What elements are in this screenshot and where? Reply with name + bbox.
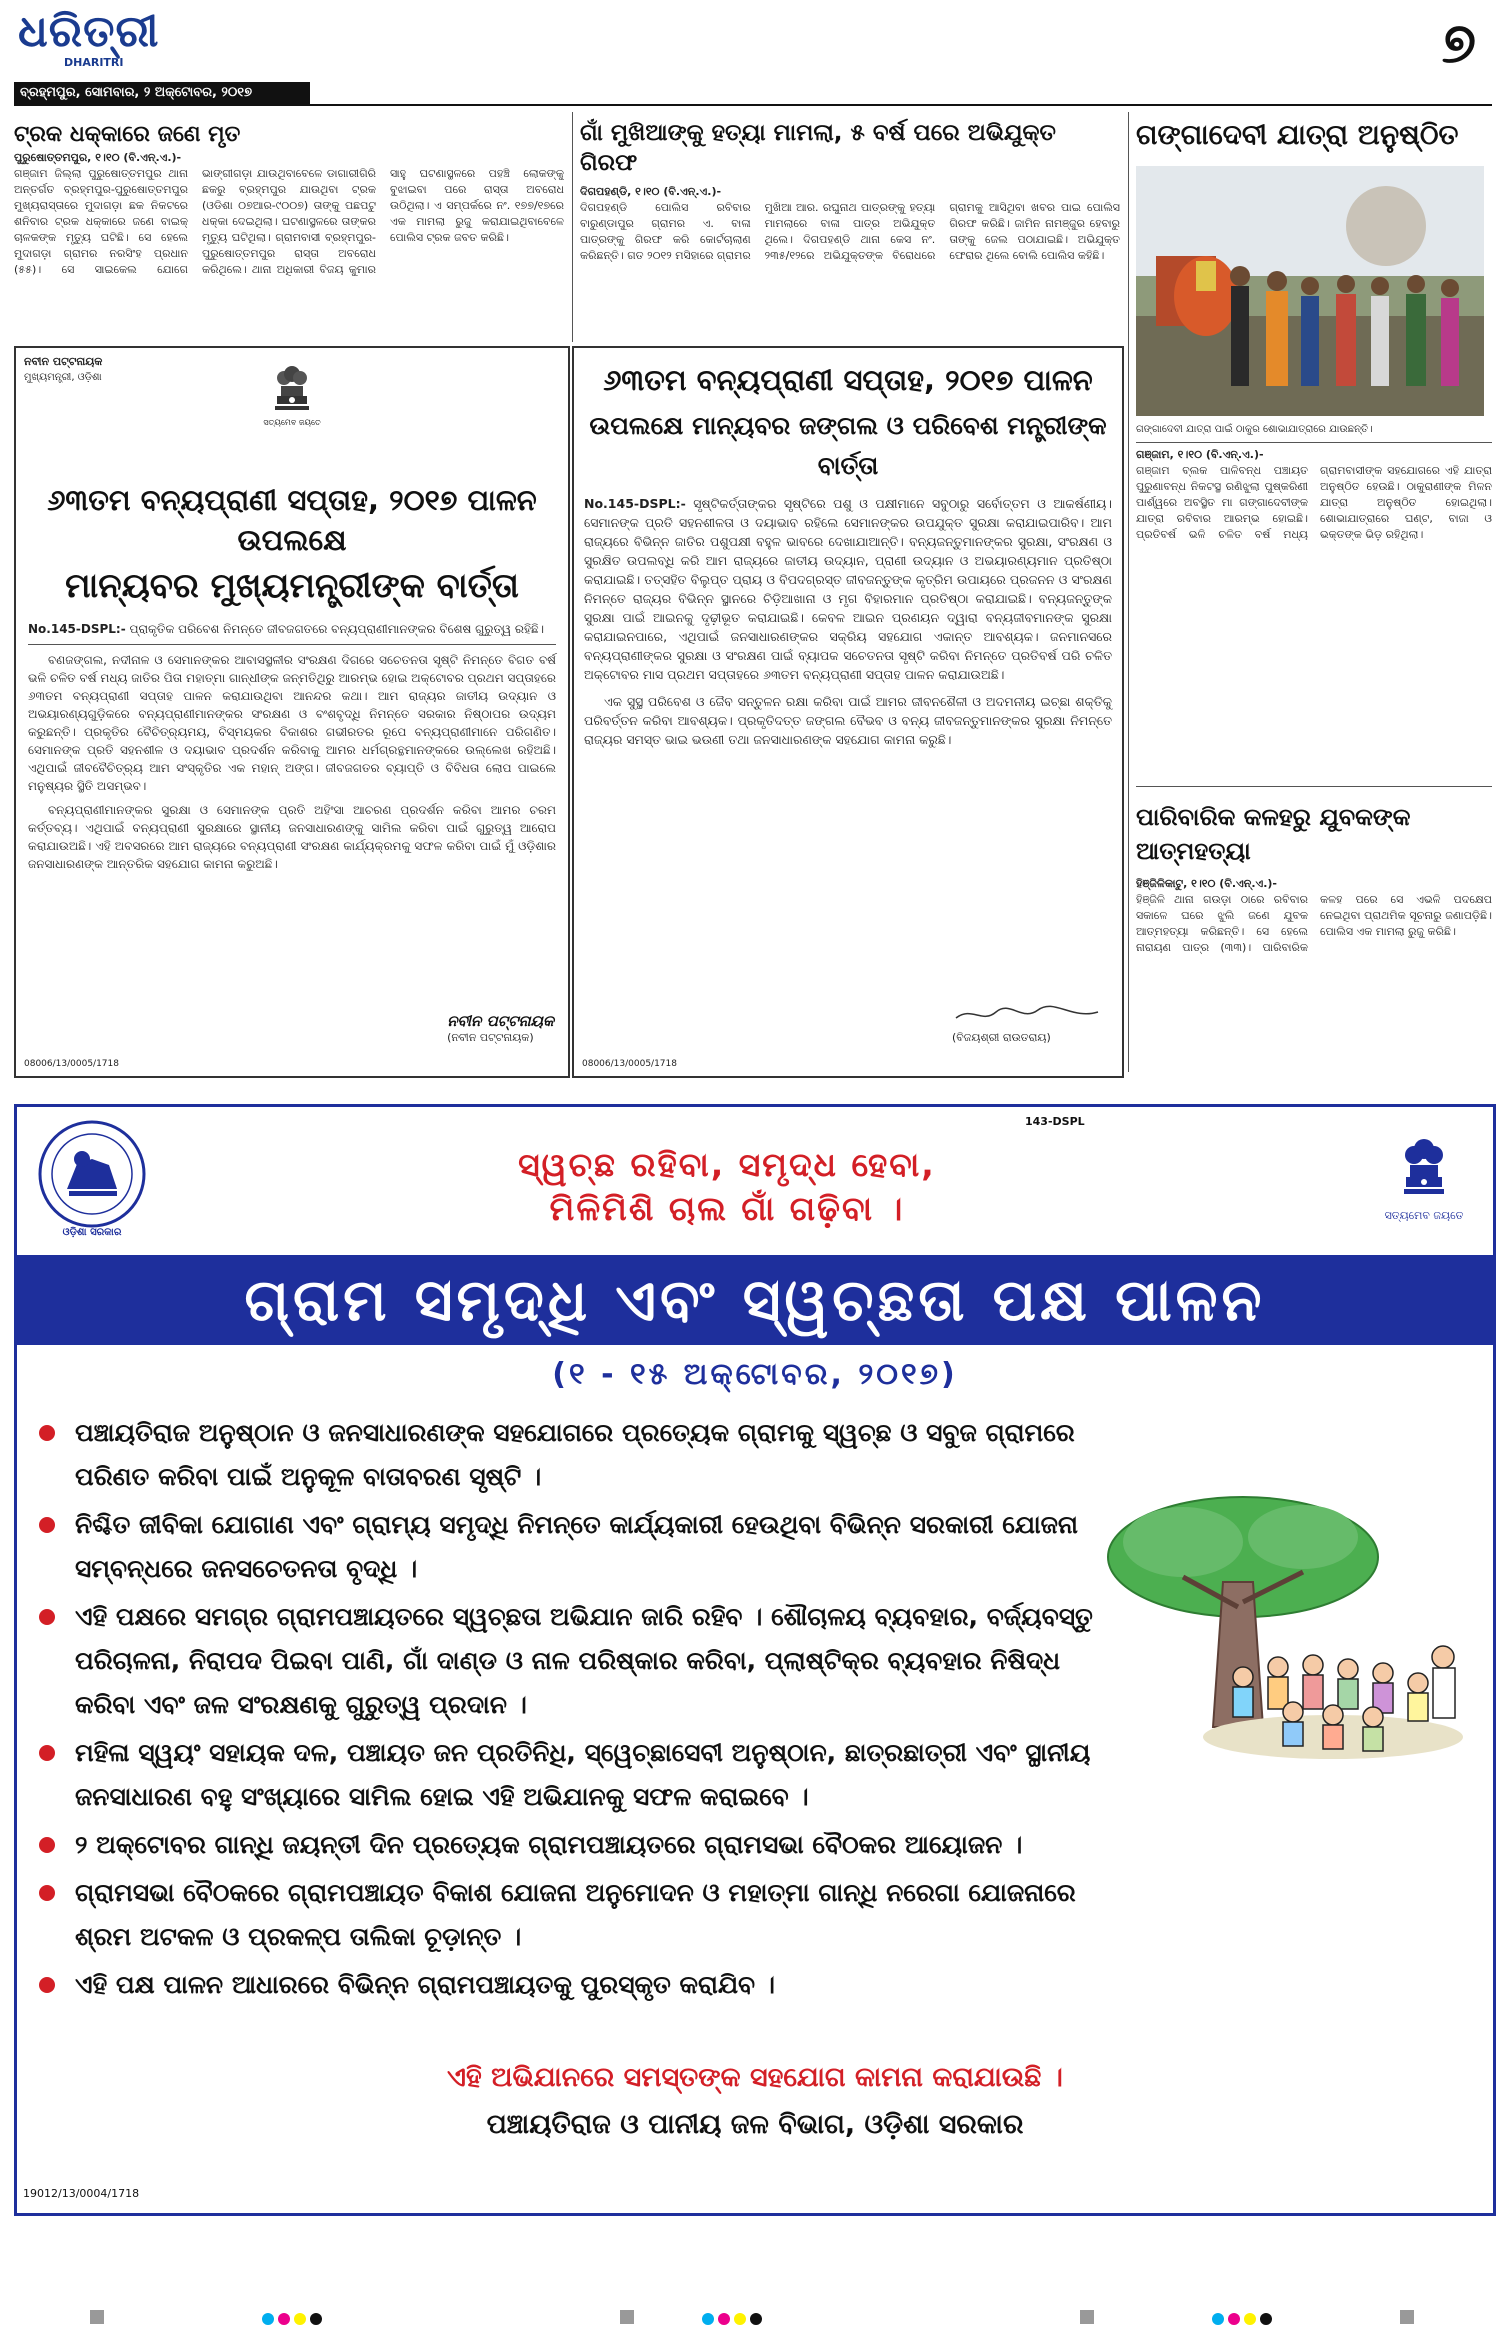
- story-headline: ପାରିବାରିକ କଳହରୁ ଯୁବକଙ୍କ ଆତ୍ମହତ୍ୟା: [1136, 803, 1411, 865]
- dateline: ବ୍ରହ୍ମପୁର, ସୋମବାର, ୨ ଅକ୍ଟୋବର, ୨୦୧୭: [14, 82, 310, 104]
- odisha-govt-logo: [37, 1119, 147, 1238]
- story-youth-suicide: [1136, 800, 1492, 1070]
- emblem-motto: ସତ୍ୟମେବ ଜୟତେ: [263, 418, 321, 427]
- bullet-item: ପଞ୍ଚାୟତିରାଜ ଅନୁଷ୍ଠାନ ଓ ଜନସାଧାରଣଙ୍କ ସହଯୋଗରେ ପ୍ରତ୍ୟେକ ଗ୍ରାମକୁ ସ୍ୱଚ୍ଛ ଓ ସବୁଜ ଗ୍ରାମରେ ପରିଣତ କରିବା ପାଇଁ ଅନୁକୂଳ ବାତାବରଣ ସୃଷ୍ଟି ।: [31, 1411, 1101, 1499]
- minister-para-1: No.145-DSPL:- ସୃଷ୍ଟିକର୍ତ୍ତାଙ୍କର ସୃଷ୍ଟିରେ ପଶୁ ଓ ପକ୍ଷୀମାନେ ସବୁଠାରୁ ସର୍ବୋତ୍ତମ ଓ ଆକର୍ଷଣୀୟ। ସେମାନଙ୍କ ପ୍ରତି ସହନଶୀଳତା ଓ ଦୟାଭାବ ରହିଲେ ସେମାନଙ୍କର ଉପଯୁକ୍ତ ସୁରକ୍ଷା କରାଯାଇପାରିବ। ଆମ ରାଜ୍ୟରେ ବିଭିନ୍ନ ଜାତିର ପଶୁପକ୍ଷୀ ବହୁଳ ଭାବରେ ଦେଖାଯାଆନ୍ତି। ବନ୍ୟଜନ୍ତୁମାନଙ୍କର ସୁରକ୍ଷା, ସଂରକ୍ଷଣ ଓ ସୁରକ୍ଷିତ ଉପଲବ୍ଧି କରି ଆମ ରାଜ୍ୟରେ ଜାତୀୟ ଉଦ୍ୟାନ, ପ୍ରାଣୀ ଉଦ୍ୟାନ ଓ ଅଭୟାରଣ୍ୟମାନ ପ୍ରତିଷ୍ଠା କରାଯାଇଛି। ତତ୍ସହିତ ବିଲୁପ୍ତ ପ୍ରାୟ ଓ ବିପଦଗ୍ରସ୍ତ ଜୀବଜନ୍ତୁଙ୍କ କୃତ୍ରିମ ଉପାୟରେ ପ୍ରଜନନ ଓ ସଂରକ୍ଷଣ ନିମନ୍ତେ ରାଜ୍ୟର ବିଭିନ୍ନ ସ୍ଥାନରେ ଚିଡ଼ିଆଖାନା ଓ ମୃଗ ବିହାରମାନ ପ୍ରତିଷ୍ଠା କରାଯାଇଛି। ବନ୍ୟଜନ୍ତୁଙ୍କ ସୁରକ୍ଷା ପାଇଁ ଆଇନକୁ ଦୃଢ଼ୀଭୂତ କରାଯାଇଛି। କେବଳ ଆଇନ ପ୍ରଣୟନ ଦ୍ୱାରା ବନ୍ୟଜୀବମାନଙ୍କ ସୁରକ୍ଷା କରାଯାଇନପାରେ, ଏଥିପାଇଁ ଜନସାଧାରଣଙ୍କର ସକ୍ରିୟ ସହଯୋଗ ଏକାନ୍ତ ଆବଶ୍ୟକ। ଜନମାନସରେ ବନ୍ୟପ୍ରାଣୀଙ୍କର ସୁରକ୍ଷା ଓ ସଂରକ୍ଷଣ ପାଇଁ ବ୍ୟାପକ ସଚେତନତା ସୃଷ୍ଟି କରିବା ନିମନ୍ତେ ପ୍ରତିବର୍ଷ ପରି ଚଳିତ ଅକ୍ଟୋବର ମାସ ପ୍ରଥମ ସପ୍ତାହରେ ୬୩ତମ ବନ୍ୟପ୍ରାଣୀ ସପ୍ତାହ ପାଳନ କରାଯାଉଅଛି।: [584, 496, 1112, 682]
- banner-headline-bar: [17, 1255, 1493, 1345]
- story-body: ଗଞ୍ଜାମ ବ୍ଲକ ପାଳିବନ୍ଧ ପଞ୍ଚାୟତ ପୁରୁଣାବନ୍ଧ ନିକଟସ୍ଥ ରଣିଝୁଲା ପୁଷ୍କରିଣୀ ପାର୍ଶ୍ୱରେ ଅବସ୍ଥିତ ମା ଗଙ୍ଗାଦେବୀଙ୍କ ଯାତ୍ରା ରବିବାର ଆରମ୍ଭ ହୋଇଛି। ପ୍ରତିବର୍ଷ ଭଳି ଚଳିତ ବର୍ଷ ମଧ୍ୟ ଗ୍ରାମବାସୀଙ୍କ ସହଯୋଗରେ ଏହି ଯାତ୍ରା ଅନୁଷ୍ଠିତ ହେଉଛି। ଠାକୁରାଣୀଙ୍କ ମିଳନ ଯାତ୍ରା ଅନୁଷ୍ଠିତ ହୋଇଥିଲା। ଶୋଭାଯାତ୍ରାରେ ଘଣ୍ଟ, ବାଜା ଓ ଭକ୍ତଙ୍କ ଭିଡ଼ ରହିଥିଲା।: [1136, 464, 1492, 541]
- column-rule: [572, 112, 573, 342]
- story-body: ଦିଗପହଣ୍ଡି ପୋଲିସ ରବିବାର ବାରୁଣ୍ଡାପୁର ଗ୍ରାମର ଏ. ବାଳା ପାତ୍ରଙ୍କୁ ଗିରଫ କରି କୋର୍ଟଚାଲାଣ କରିଛନ୍ତି। ଗତ ୨୦୧୨ ମସିହାରେ ଗ୍ରାମର ମୁଖିଆ ଆର. ରଘୁନାଥ ପାତ୍ରଙ୍କୁ ହତ୍ୟା ମାମଲାରେ ବାଳା ପାତ୍ର ଅଭିଯୁକ୍ତ ଥିଲେ। ଦିଗପହଣ୍ଡି ଥାନା କେସ ନଂ. ୨୩୫/୧୨ରେ ଅଭିଯୁକ୍ତଙ୍କ ବିରୋଧରେ ଗ୍ରାମକୁ ଆସିଥିବା ଖବର ପାଇ ପୋଲିସ ଗିରଫ କରିଛି। ଜାମିନ ନାମଞ୍ଜୁର ହେବାରୁ ତାଙ୍କୁ ଜେଲ ପଠାଯାଇଛି। ଅଭିଯୁକ୍ତ ଫେରାର ଥିଲେ ବୋଲି ପୋଲିସ କହିଛି।: [580, 201, 1120, 262]
- banner-closing: ଏହି ଅଭିଯାନରେ ସମସ୍ତଙ୍କ ସହଯୋଗ କାମନା କରାଯାଉଛି ।: [447, 2062, 1063, 2093]
- cm-para-2: ବଣଜଙ୍ଗଲ, ନଦୀନାଳ ଓ ସେମାନଙ୍କର ଆବାସସ୍ଥଳୀର ସଂରକ୍ଷଣ ଦିଗରେ ସଚେତନତା ସୃଷ୍ଟି ନିମନ୍ତେ ବିଗତ ବର୍ଷ ଭଳି ଚଳିତ ବର୍ଷ ମଧ୍ୟ ଜାତିର ପିତା ମହାତ୍ମା ଗାନ୍ଧୀଙ୍କ ଜନ୍ମତିଥିରୁ ଆରମ୍ଭ ହୋଇ ଅକ୍ଟୋବର ପ୍ରଥମ ସପ୍ତାହରେ ୬୩ତମ ବନ୍ୟପ୍ରାଣୀ ସପ୍ତାହ ପାଳନ କରାଯାଉଥିବା ଆନନ୍ଦର କଥା। ଆମ ରାଜ୍ୟର ଜାତୀୟ ଉଦ୍ୟାନ ଓ ଅଭୟାରଣ୍ୟଗୁଡ଼ିକରେ ବନ୍ୟପ୍ରାଣୀମାନଙ୍କର ସଂରକ୍ଷଣ ଓ ବଂଶବୃଦ୍ଧି ନିମନ୍ତେ ସରକାର ନିଷ୍ଠାପର ଉଦ୍ୟମ କରୁଛନ୍ତି। ପ୍ରକୃତିର ବୈଚିତ୍ର୍ୟମୟ, ବିସ୍ମୟକର ବିକାଶର ଗଭୀରତର ରୂପେ ବନ୍ୟପ୍ରାଣୀମାନେ ପରିଗଣିତ। ସେମାନଙ୍କ ପ୍ରତି ସହନଶୀଳ ଓ ଦୟାଭାବ ପ୍ରଦର୍ଶନ କରିବାକୁ ଆମର ଧର୍ମଗ୍ରନ୍ଥମାନଙ୍କରେ ଉଲ୍ଲେଖ ରହିଅଛି। ଏଥିପାଇଁ ଜୀବବୈଚିତ୍ର୍ୟ ଆମ ସଂସ୍କୃତିର ଏକ ମହାନ୍ ଅଙ୍ଗ। ଜୀବଜଗତର ବ୍ୟାପ୍ତି ଓ ବିବିଧତା ଲୋପ ପାଇଲେ ମନୁଷ୍ୟର ସ୍ଥିତି ଅସମ୍ଭବ।: [28, 653, 556, 793]
- registration-mark: [620, 2310, 634, 2324]
- minister-message-advertisement: [572, 346, 1124, 1078]
- minister-ad-title: ୬୩ତମ ବନ୍ୟପ୍ରାଣୀ ସପ୍ତାହ, ୨୦୧୭ ପାଳନ: [603, 363, 1093, 397]
- festival-photo-illustration: [1136, 166, 1484, 416]
- minister-ad-code: 08006/13/0005/1718: [582, 1059, 677, 1069]
- cm-signature-name: (ନବୀନ ପଟ୍ଟନାୟକ): [447, 1031, 534, 1044]
- banner-national-emblem: [1379, 1125, 1469, 1223]
- minister-signature-block: [952, 1002, 1102, 1046]
- story-dateline: ଗଞ୍ଜାମ, ୧।୧୦ (ବି.ଏନ୍.ଏ.)-: [1136, 448, 1264, 461]
- cm-designation: ମୁଖ୍ୟମନ୍ତ୍ରୀ, ଓଡ଼ିଶା: [24, 372, 102, 383]
- slogan-line-2: ମିଳିମିଶି ଚାଲ ଗାଁ ଗଢ଼ିବା ।: [549, 1189, 905, 1228]
- story-murder-arrest: [580, 118, 1120, 340]
- registration-mark: [90, 2310, 104, 2324]
- bullet-item: ଏହି ପକ୍ଷ ପାଳନ ଆଧାରରେ ବିଭିନ୍ନ ଗ୍ରାମପଞ୍ଚାୟତକୁ ପୁରସ୍କୃତ କରାଯିବ ।: [31, 1963, 1101, 2007]
- bullet-item: ଏହି ପକ୍ଷରେ ସମଗ୍ର ଗ୍ରାମପଞ୍ଚାୟତରେ ସ୍ୱଚ୍ଛତା ଅଭିଯାନ ଜାରି ରହିବ । ଶୌଚାଳୟ ବ୍ୟବହାର, ବର୍ଜ୍ୟବସ୍ତୁ ପରିଚାଳନା, ନିରାପଦ ପିଇବା ପାଣି, ଗାଁ ଦାଣ୍ଡ ଓ ନାଳ ପରିଷ୍କାର କରିବା, ପ୍ଲାଷ୍ଟିକ୍‌ର ବ୍ୟବହାର ନିଷିଦ୍ଧ କରିବା ଏବଂ ଜଳ ସଂରକ୍ଷଣକୁ ଗୁରୁତ୍ୱ ପ୍ରଦାନ ।: [31, 1595, 1101, 1727]
- banner-code-bottom: 19012/13/0004/1718: [23, 2187, 140, 2200]
- story-dateline: ଦିଗପହଣ୍ଡି, ୧।୧୦ (ବି.ଏନ୍.ଏ.)-: [580, 185, 722, 198]
- cm-ad-code: 08006/13/0005/1718: [24, 1059, 119, 1069]
- cm-name: ନବୀନ ପଟ୍ଟନାୟକ: [24, 355, 103, 368]
- story-body: ଗଞ୍ଜାମ ଜିଲ୍ଲା ପୁରୁଷୋତ୍ତମପୁର ଥାନା ଅନ୍ତର୍ଗତ ବ୍ରହ୍ମପୁର-ପୁରୁଷୋତ୍ତମପୁର ମୁଖ୍ୟରାସ୍ତାରେ ମୁଦାଗଡ଼ା ଛକ ନିକଟରେ ଶନିବାର ଟ୍ରକ ଧକ୍କାରେ ଜଣେ ବାଇକ୍ ଚାଳକଙ୍କ ମୃତ୍ୟୁ ଘଟିଛି। ସେ ହେଲେ ମୁଦାଗଡ଼ା ଗ୍ରାମର ନରସିଂହ ପ୍ରଧାନ (୫୫)। ସେ ସାଇକେଲ ଯୋଗେ ଭାଙ୍ଗୀଗଡ଼ା ଯାଉଥିବାବେଳେ ଡାଗାରୀଗିରି ଛକରୁ ବ୍ରହ୍ମପୁର ଯାଉଥିବା ଟ୍ରକ (ଓଡିଶା ୦୭ଆର-୯୦୦୭) ତାଙ୍କୁ ପଛପଟୁ ଧକ୍କା ଦେଇଥିଲା। ଘଟଣାସ୍ଥଳରେ ତାଙ୍କର ମୃତ୍ୟୁ ଘଟିଥିଲା। ଗ୍ରାମବାସୀ ବ୍ରହ୍ମପୁର-ପୁରୁଷୋତ୍ତମପୁର ରାସ୍ତା ଅବରୋଧ କରିଥିଲେ। ଥାନା ଅଧିକାରୀ ବିଜୟ କୁମାର ସାହୁ ଘଟଣାସ୍ଥଳରେ ପହଞ୍ଚି ଲୋକଙ୍କୁ ବୁଝାଇବା ପରେ ରାସ୍ତା ଅବରୋଧ ଉଠିଥିଲା। ଏ ସମ୍ପର୍କରେ ନଂ. ୧୭୭/୧୭ରେ ଏକ ମାମଲା ରୁଜୁ କରାଯାଇଥିବାବେଳେ ପୋଲିସ ଟ୍ରକ ଜବତ କରିଛି।: [14, 167, 564, 276]
- odisha-logo-text: ଓଡ଼ିଶା ସରକାର: [62, 1227, 122, 1238]
- story-headline: ଗାଁ ମୁଖିଆଙ୍କୁ ହତ୍ୟା ମାମଲା, ୫ ବର୍ଷ ପରେ ଅଭିଯୁକ୍ତ ଗିରଫ: [580, 120, 1056, 176]
- bullet-item: ନିଶ୍ଚିତ ଜୀବିକା ଯୋଗାଣ ଏବଂ ଗ୍ରାମ୍ୟ ସମୃଦ୍ଧି ନିମନ୍ତେ କାର୍ଯ୍ୟକାରୀ ହେଉଥିବା ବିଭିନ୍ନ ସରକାରୀ ଯୋଜନା ସମ୍ବନ୍ଧରେ ଜନସଚେତନତା ବୃଦ୍ଧି ।: [31, 1503, 1101, 1591]
- cm-signature-block: [447, 1012, 554, 1046]
- campaign-bullet-list: [31, 1411, 1101, 2011]
- registration-mark: [1400, 2310, 1414, 2324]
- odisha-lion-logo-icon: [37, 1119, 147, 1229]
- cm-signature: ନବୀନ ପଟ୍ଟନାୟକ: [447, 1012, 554, 1030]
- story-dateline: ପୁରୁଷୋତ୍ତମପୁର, ୧।୧୦ (ବି.ଏନ୍.ଏ.)-: [14, 151, 182, 164]
- color-dots: [1210, 2310, 1274, 2329]
- story-gangadevi-yatra: [1136, 118, 1492, 778]
- story-separator: [1136, 786, 1492, 787]
- divider: [28, 644, 556, 645]
- banner-dates: (୧ - ୧୫ ଅକ୍ଟୋବର, ୨୦୧୭): [552, 1357, 958, 1392]
- page-number: ୭: [1441, 11, 1476, 76]
- color-dots: [260, 2310, 324, 2329]
- story-dateline: ହିଞ୍ଜିଳିକାଟୁ, ୧।୧୦ (ବି.ଏନ୍.ଏ.)-: [1136, 877, 1277, 890]
- story-headline: ଟ୍ରକ ଧକ୍କାରେ ଜଣେ ମୃତ: [14, 122, 241, 147]
- bullet-item: ମହିଳା ସ୍ୱୟଂ ସହାୟକ ଦଳ, ପଞ୍ଚାୟତ ଜନ ପ୍ରତିନିଧି, ସ୍ୱେଚ୍ଛାସେବୀ ଅନୁଷ୍ଠାନ, ଛାତ୍ରଛାତ୍ରୀ ଏବଂ ସ୍ଥାନୀୟ ଜନସାଧାରଣ ବହୁ ସଂଖ୍ୟାରେ ସାମିଲ ହୋଇ ଏହି ଅଭିଯାନକୁ ସଫଳ କରାଇବେ ।: [31, 1731, 1101, 1819]
- banner-code-top: 143-DSPL: [1025, 1115, 1085, 1128]
- cm-message-advertisement: [14, 346, 570, 1078]
- cm-ad-subtitle: ମାନ୍ୟବର ମୁଖ୍ୟମନ୍ତ୍ରୀଙ୍କ ବାର୍ତ୍ତା: [65, 566, 519, 606]
- tree-gathering-icon: [1103, 1487, 1473, 1787]
- festival-photo: [1136, 166, 1484, 416]
- top-rule: [14, 104, 1492, 106]
- minister-para-2: ଏକ ସୁସ୍ଥ ପରିବେଶ ଓ ଜୈବ ସନ୍ତୁଳନ ରକ୍ଷା କରିବା ପାଇଁ ଆମର ଜୀବନଶୈଳୀ ଓ ଅଦମନୀୟ ଇଚ୍ଛା ଶକ୍ତିକୁ ପରିବର୍ତ୍ତନ କରିବା ଆବଶ୍ୟକ। ପ୍ରକୃତିଦତ୍ତ ଜଙ୍ଗଲ ବୈଭବ ଓ ବନ୍ୟ ଜୀବଜନ୍ତୁମାନଙ୍କର ସୁରକ୍ଷା ନିମନ୍ତେ ରାଜ୍ୟର ସମସ୍ତ ଭାଇ ଭଉଣୀ ତଥା ଜନସାଧାରଣଙ୍କ ସହଯୋଗ କାମନା କରୁଛି।: [584, 694, 1112, 747]
- village-meeting-illustration: [1103, 1487, 1473, 1787]
- minister-signature-name: (ବିଜୟଶ୍ରୀ ରାଉତରାୟ): [952, 1031, 1051, 1044]
- logo-subtext: DHARITRI: [64, 56, 124, 69]
- column-rule: [1128, 112, 1129, 1072]
- bullet-item: ଗ୍ରାମସଭା ବୈଠକରେ ଗ୍ରାମପଞ୍ଚାୟତ ବିକାଶ ଯୋଜନା ଅନୁମୋଦନ ଓ ମହାତ୍ମା ଗାନ୍ଧି ନରେଗା ଯୋଜନାରେ ଶ୍ରମ ଅଟକଳ ଓ ପ୍ରକଳ୍ପ ତାଲିକା ଚୂଡ଼ାନ୍ତ ।: [31, 1871, 1101, 1959]
- photo-caption: ଗଙ୍ଗାଦେବୀ ଯାତ୍ରା ପାଇଁ ଠାକୁର ଶୋଭାଯାତ୍ରାରେ ଯାଉଛନ୍ତି।: [1136, 424, 1373, 435]
- banner-department: ପଞ୍ଚାୟତିରାଜ ଓ ପାନୀୟ ଜଳ ବିଭାଗ, ଓଡ଼ିଶା ସରକାର: [486, 2109, 1024, 2140]
- gram-samruddhi-banner: [14, 1104, 1496, 2216]
- logo-text: ଧରିତ୍ରୀ: [18, 6, 160, 57]
- cm-para-3: ବନ୍ୟପ୍ରାଣୀମାନଙ୍କର ସୁରକ୍ଷା ଓ ସେମାନଙ୍କ ପ୍ରତି ଅହିଂସା ଆଚରଣ ପ୍ରଦର୍ଶନ କରିବା ଆମର ଚରମ କର୍ତ୍ତବ୍ୟ। ଏଥିପାଇଁ ବନ୍ୟପ୍ରାଣୀ ସୁରକ୍ଷାରେ ସ୍ଥାନୀୟ ଜନସାଧାରଣଙ୍କୁ ସାମିଲ କରିବା ପାଇଁ ଗୁରୁତ୍ୱ ଆରୋପ କରାଯାଉଅଛି। ଏହି ଅବସରରେ ଆମ ରାଜ୍ୟରେ ବନ୍ୟପ୍ରାଣୀ ସଂରକ୍ଷଣ କାର୍ଯ୍ୟକ୍ରମକୁ ସଫଳ କରିବା ପାଇଁ ମୁଁ ଓଡ଼ିଶାର ଜନସାଧାରଣଙ୍କ ଆନ୍ତରିକ ସହଯୋଗ କାମନା କରୁଅଛି।: [28, 803, 556, 871]
- bullet-item: ୨ ଅକ୍ଟୋବର ଗାନ୍ଧି ଜୟନ୍ତୀ ଦିନ ପ୍ରତ୍ୟେକ ଗ୍ରାମପଞ୍ଚାୟତରେ ଗ୍ରାମସଭା ବୈଠକର ଆୟୋଜନ ।: [31, 1823, 1101, 1867]
- minister-signature-scribble: [952, 1002, 1102, 1026]
- slogan-block: [317, 1143, 1137, 1231]
- registration-mark: [1080, 2310, 1094, 2324]
- minister-ad-subtitle: ଉପଲକ୍ଷେ ମାନ୍ୟବର ଜଙ୍ଗଲ ଓ ପରିବେଶ ମନ୍ତ୍ରୀଙ୍କ ବାର୍ତ୍ତା: [589, 411, 1107, 480]
- color-dots: [700, 2310, 764, 2329]
- banner-headline: ଗ୍ରାମ ସମୃଦ୍ଧି ଏବଂ ସ୍ୱଚ୍ଛତା ପକ୍ଷ ପାଳନ: [17, 1255, 1493, 1345]
- masthead-logo: [18, 8, 238, 78]
- ashoka-emblem-icon: [1394, 1125, 1454, 1205]
- slogan-line-1: ସ୍ୱଚ୍ଛ ରହିବା, ସମୃଦ୍ଧ ହେବା,: [518, 1145, 936, 1184]
- story-headline: ଗଙ୍ଗାଦେବୀ ଯାତ୍ରା ଅନୁଷ୍ଠିତ: [1136, 118, 1459, 151]
- emblem-motto: ସତ୍ୟମେବ ଜୟତେ: [1384, 1209, 1464, 1222]
- caption-rule: [1136, 442, 1492, 443]
- story-body: ହିଞ୍ଜିଳି ଥାନା ଗଉଡ଼ା ଠାରେ ରବିବାର ସକାଳେ ଘରେ ଝୁଲି ଜଣେ ଯୁବକ ଆତ୍ମହତ୍ୟା କରିଛନ୍ତି। ସେ ହେଲେ ନାରାୟଣ ପାତ୍ର (୩୩)। ପାରିବାରିକ କଳହ ପରେ ସେ ଏଭଳି ପଦକ୍ଷେପ ନେଇଥିବା ପ୍ରାଥମିକ ସୂଚନାରୁ ଜଣାପଡ଼ିଛି। ପୋଲିସ ଏକ ମାମଲା ରୁଜୁ କରିଛି।: [1136, 893, 1492, 954]
- national-emblem-icon: [262, 356, 322, 436]
- story-truck-accident: [14, 120, 564, 340]
- cm-ad-title: ୬୩ତମ ବନ୍ୟପ୍ରାଣୀ ସପ୍ତାହ, ୨୦୧୭ ପାଳନ ଉପଲକ୍ଷେ: [47, 483, 537, 557]
- cm-para-1: No.145-DSPL:- ପ୍ରାକୃତିକ ପରିବେଶ ନିମନ୍ତେ ଜୀବଜଗତରେ ବନ୍ୟପ୍ରାଣୀମାନଙ୍କର ବିଶେଷ ଗୁରୁତ୍ୱ ରହିଛି।: [28, 622, 545, 636]
- print-registration-marks: [0, 2300, 1500, 2335]
